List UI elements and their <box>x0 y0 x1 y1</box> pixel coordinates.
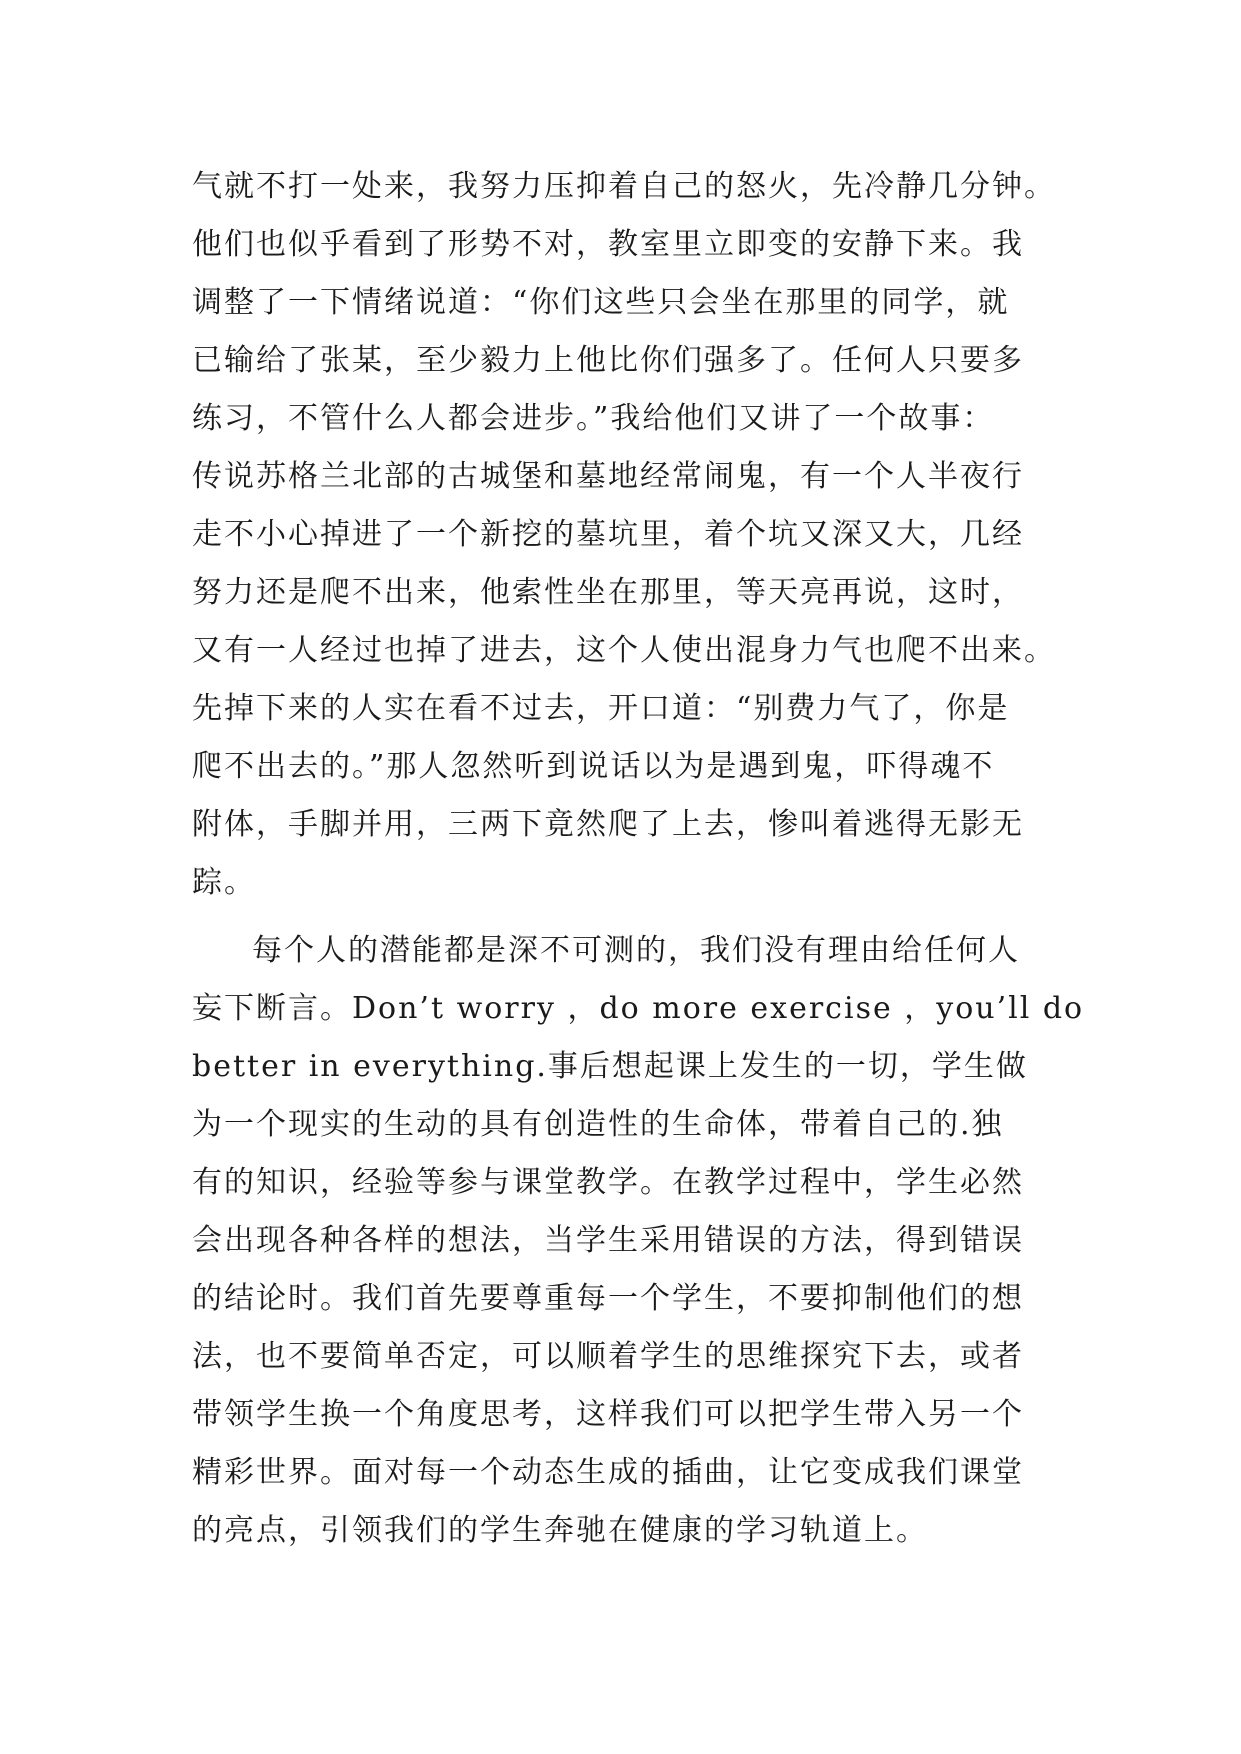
text-line: 法，也不要简单否定，可以顺着学生的思维探究下去，或者 <box>192 1339 1024 1374</box>
text-line: 带领学生换一个角度思考，这样我们可以把学生带入另一个 <box>192 1397 1024 1432</box>
text-line: 的亮点，引领我们的学生奔驰在健康的学习轨道上。 <box>192 1513 928 1548</box>
text-line: 精彩世界。面对每一个动态生成的插曲，让它变成我们课堂 <box>192 1455 1024 1490</box>
paragraph-2 <box>192 922 1085 1560</box>
text-line: 有的知识，经验等参与课堂教学。在教学过程中，学生必然 <box>192 1165 1024 1200</box>
text-line: 练习，不管什么人都会进步。”我给他们又讲了一个故事： <box>192 401 995 436</box>
text-line: 他们也似乎看到了形势不对，教室里立即变的安静下来。我 <box>192 227 1024 262</box>
text-line: 爬不出去的。”那人忽然听到说话以为是遇到鬼，吓得魂不 <box>192 749 995 784</box>
text-line: 先掉下来的人实在看不过去，开口道：“别费力气了，你是 <box>192 691 1010 726</box>
text-line: 气就不打一处来，我努力压抑着自己的怒火，先冷静几分钟。 <box>192 169 1056 204</box>
text-line: 调整了一下情绪说道：“你们这些只会坐在那里的同学，就 <box>192 285 1010 320</box>
paragraph-1 <box>192 158 1072 912</box>
text-line: 已输给了张某，至少毅力上他比你们强多了。任何人只要多 <box>192 343 1024 378</box>
text-line: 走不小心掉进了一个新挖的墓坑里，着个坑又深又大，几经 <box>192 517 1024 552</box>
text-line: 踪。 <box>192 865 256 900</box>
text-line: better in everything.事后想起课上发生的一切，学生做 <box>192 1049 1028 1084</box>
text-line: 附体，手脚并用，三两下竟然爬了上去，惨叫着逃得无影无 <box>192 807 1024 842</box>
text-line: 为一个现实的生动的具有创造性的生命体，带着自己的.独 <box>192 1107 1004 1142</box>
text-line: 又有一人经过也掉了进去，这个人使出混身力气也爬不出来。 <box>192 633 1056 668</box>
paragraph-gap <box>192 912 1072 922</box>
text-line: 会出现各种各样的想法，当学生采用错误的方法，得到错误 <box>192 1223 1024 1258</box>
text-line-indented: 每个人的潜能都是深不可测的，我们没有理由给任何人 <box>252 933 1020 968</box>
text-line: 妄下断言。Don’t worry ，do more exercise ，you’ll do <box>192 991 1085 1026</box>
text-line: 努力还是爬不出来，他索性坐在那里，等天亮再说，这时， <box>192 575 1024 610</box>
text-line: 的结论时。我们首先要尊重每一个学生，不要抑制他们的想 <box>192 1281 1024 1316</box>
document-body <box>192 158 1085 1560</box>
text-line: 传说苏格兰北部的古城堡和墓地经常闹鬼，有一个人半夜行 <box>192 459 1024 494</box>
